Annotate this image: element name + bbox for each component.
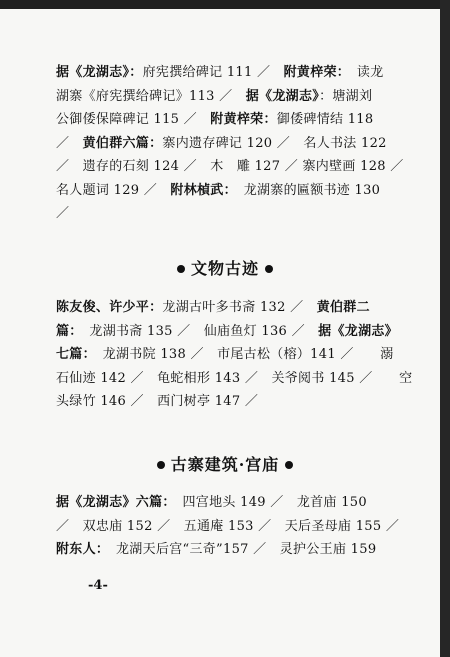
toc-entry-text: 龙湖天后宫“三奇”157 ／ 灵护公王庙 159 — [102, 542, 377, 557]
toc-entry-text: ／ 双忠庙 152 ／ 五通庵 153 ／ 天后圣母庙 155 ／ — [56, 518, 400, 534]
toc-line — [56, 393, 258, 411]
toc-line — [56, 346, 394, 364]
toc-entry-text: 名人题词 129 ／ — [56, 182, 171, 198]
toc-entry-text: 御倭碑情结 118 — [276, 112, 374, 127]
section-heading-cultural-relics — [0, 256, 450, 279]
toc-line — [56, 494, 367, 512]
toc-entry-text: 石仙迹 142 ／ 龟蛇相形 143 ／ 关爷阅书 145 ／ 空 — [56, 370, 413, 386]
toc-entry-text: 龙湖寨的匾额书迹 130 — [230, 182, 381, 198]
toc-entry-text: 读龙 — [343, 65, 384, 80]
toc-line — [56, 182, 380, 200]
toc-entry-text: 四宫地头 149 ／ 龙首庙 150 — [169, 495, 367, 510]
toc-line — [56, 541, 376, 559]
toc-author-label: 篇： — [56, 323, 77, 339]
toc-entry-text: 湖寨《府宪撰给碑记》113 ／ — [56, 88, 246, 104]
toc-line — [56, 158, 404, 176]
toc-author-label: 据《龙湖志》 — [245, 88, 320, 104]
toc-entry-text: 龙湖书斋 135 ／ 仙庙鱼灯 136 ／ — [76, 323, 319, 339]
toc-author-label: 据《龙湖志》： — [56, 65, 143, 80]
toc-entry-text: 寨内遗存碑记 120 ／ 名人书法 122 — [162, 135, 387, 151]
toc-entry-text: ：塘湖刘 — [319, 88, 373, 104]
section-heading-text: 文物古迹 — [190, 259, 259, 278]
toc-entry-text: ／ — [56, 135, 83, 151]
toc-entry-text: 府宪撰给碑记 111 ／ — [142, 65, 284, 80]
bullet-icon — [265, 265, 273, 273]
toc-line — [56, 205, 69, 223]
toc-author-label: 附黄梓荣： — [210, 112, 277, 127]
toc-entry-text: ／ 遗存的石刻 124 ／ 木 雕 127 ／ 寨内壁画 128 ／ — [56, 159, 404, 174]
bullet-icon — [285, 461, 293, 469]
toc-author-label: 据《龙湖志》六篇： — [56, 495, 170, 510]
toc-line — [56, 88, 372, 106]
toc-entry-text: 龙湖古叶多书斋 132 ／ — [162, 300, 317, 315]
toc-line — [56, 370, 412, 388]
scan-edge-right — [440, 0, 450, 657]
toc-author-label: 黄伯群六篇： — [82, 135, 163, 151]
toc-line — [56, 518, 399, 536]
toc-line — [56, 135, 387, 153]
section-heading-text: 古寨建筑·宫庙 — [170, 455, 280, 474]
bullet-icon — [157, 461, 165, 469]
toc-author-label: 陈友俊、许少平： — [56, 300, 163, 315]
toc-author-label: 附林楨武： — [170, 182, 231, 198]
toc-author-label: 据《龙湖志》 — [318, 323, 398, 339]
toc-line — [56, 111, 373, 129]
toc-author-label: 七篇： — [56, 347, 90, 362]
toc-entry-text: 头绿竹 146 ／ 西门树亭 147 ／ — [56, 394, 259, 409]
toc-line — [56, 299, 370, 317]
toc-author-label: 附黄梓荣： — [283, 65, 344, 80]
toc-entry-text: 龙湖书院 138 ／ 市尾古松（榕）141 ／ 溺 — [89, 347, 394, 362]
toc-entry-text: 公御倭保障碑记 115 ／ — [56, 112, 211, 127]
toc-author-label: 黄伯群二 — [316, 300, 370, 315]
bullet-icon — [177, 265, 185, 273]
toc-entry-text: ／ — [56, 206, 70, 221]
scan-edge-top — [0, 0, 450, 9]
section-heading-architecture-temples — [0, 452, 450, 475]
page-number: -4- — [88, 578, 108, 593]
toc-line — [56, 323, 398, 341]
toc-author-label: 附东人： — [56, 542, 103, 557]
toc-line — [56, 64, 384, 82]
